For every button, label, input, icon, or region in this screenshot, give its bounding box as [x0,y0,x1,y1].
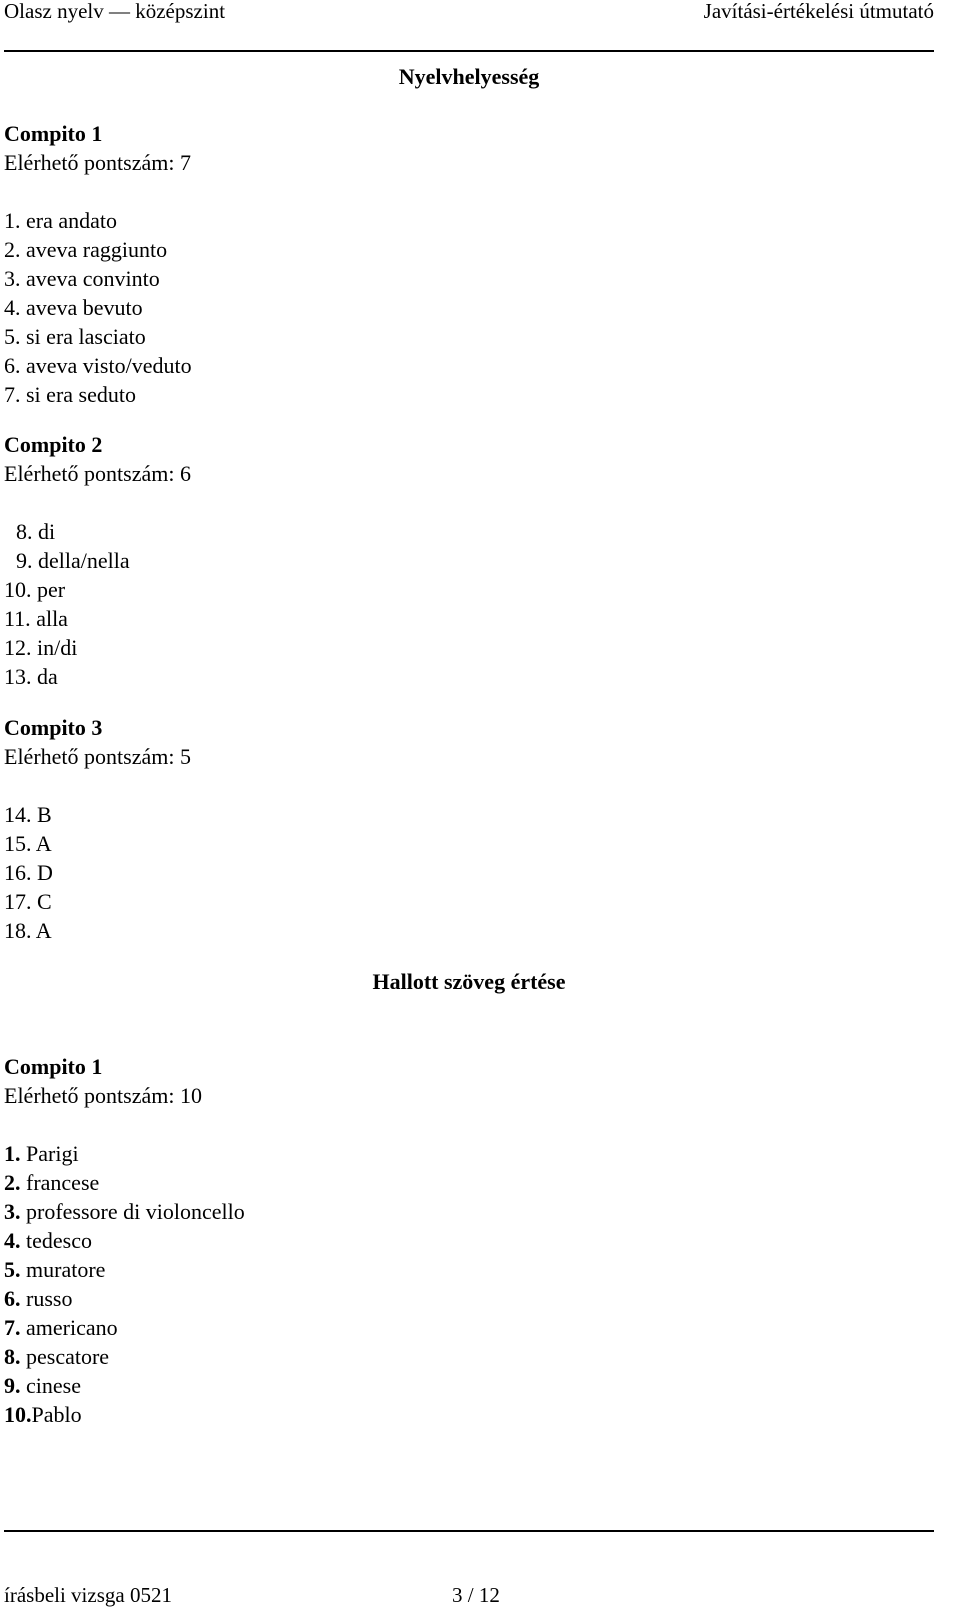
task-points: Elérhető pontszám: 7 [4,150,191,175]
answer-item: 6. russo [4,1286,73,1311]
answer-item: 6. aveva visto/veduto [4,353,192,378]
answer-item: 11. alla [4,606,68,631]
answer-item: 14. B [4,802,52,827]
task-heading: Compito 2 [4,432,103,457]
answer-item: 10. per [4,577,66,602]
footer-divider [4,1530,934,1532]
task-points: Elérhető pontszám: 5 [4,744,191,769]
answer-item: 7. americano [4,1315,118,1340]
answer-item: 4. tedesco [4,1228,92,1253]
header-divider [4,50,934,52]
answer-item: 16. D [4,860,53,885]
answer-item: 2. francese [4,1170,100,1195]
answer-item: 13. da [4,664,58,689]
answer-item: 12. in/di [4,635,78,660]
answer-item: 7. si era seduto [4,382,136,407]
task-block-s1-c1 [4,119,192,409]
task-block-s2-c1 [4,1052,245,1429]
task-points: Elérhető pontszám: 10 [4,1083,202,1108]
answer-item: 17. C [4,889,52,914]
task-heading: Compito 1 [4,1054,103,1079]
answer-item: 8. di [16,519,56,544]
section-title-hallott-szoveg: Hallott szöveg értése [372,969,566,994]
answer-item: 18. A [4,918,52,943]
answer-item: 9. cinese [4,1373,81,1398]
header-subject: Olasz nyelv — középszint [4,0,226,23]
section-title-nyelvhelyesseg: Nyelvhelyesség [398,64,540,89]
answer-item: 8. pescatore [4,1344,110,1369]
answer-item: 4. aveva bevuto [4,295,143,320]
answer-item: 5. si era lasciato [4,324,146,349]
answer-item: 15. A [4,831,52,856]
answer-item: 3. aveva convinto [4,266,160,291]
page-header [4,0,934,22]
task-heading: Compito 3 [4,715,103,740]
footer-exam-code: írásbeli vizsga 0521 [4,1583,172,1607]
answer-item: 2. aveva raggiunto [4,237,168,262]
answer-item: 9. della/nella [16,548,130,573]
task-points: Elérhető pontszám: 6 [4,461,191,486]
answer-item: 5. muratore [4,1257,106,1282]
answer-item: 3. professore di violoncello [4,1199,245,1224]
answer-item: 10.Pablo [4,1402,82,1427]
task-block-s1-c2 [4,430,191,691]
answer-item: 1. era andato [4,208,117,233]
task-block-s1-c3 [4,713,191,945]
task-heading: Compito 1 [4,121,103,146]
page-number: 3 / 12 [452,1583,500,1607]
header-doc-type: Javítási-értékelési útmutató [703,0,934,23]
answer-item: 1. Parigi [4,1141,79,1166]
